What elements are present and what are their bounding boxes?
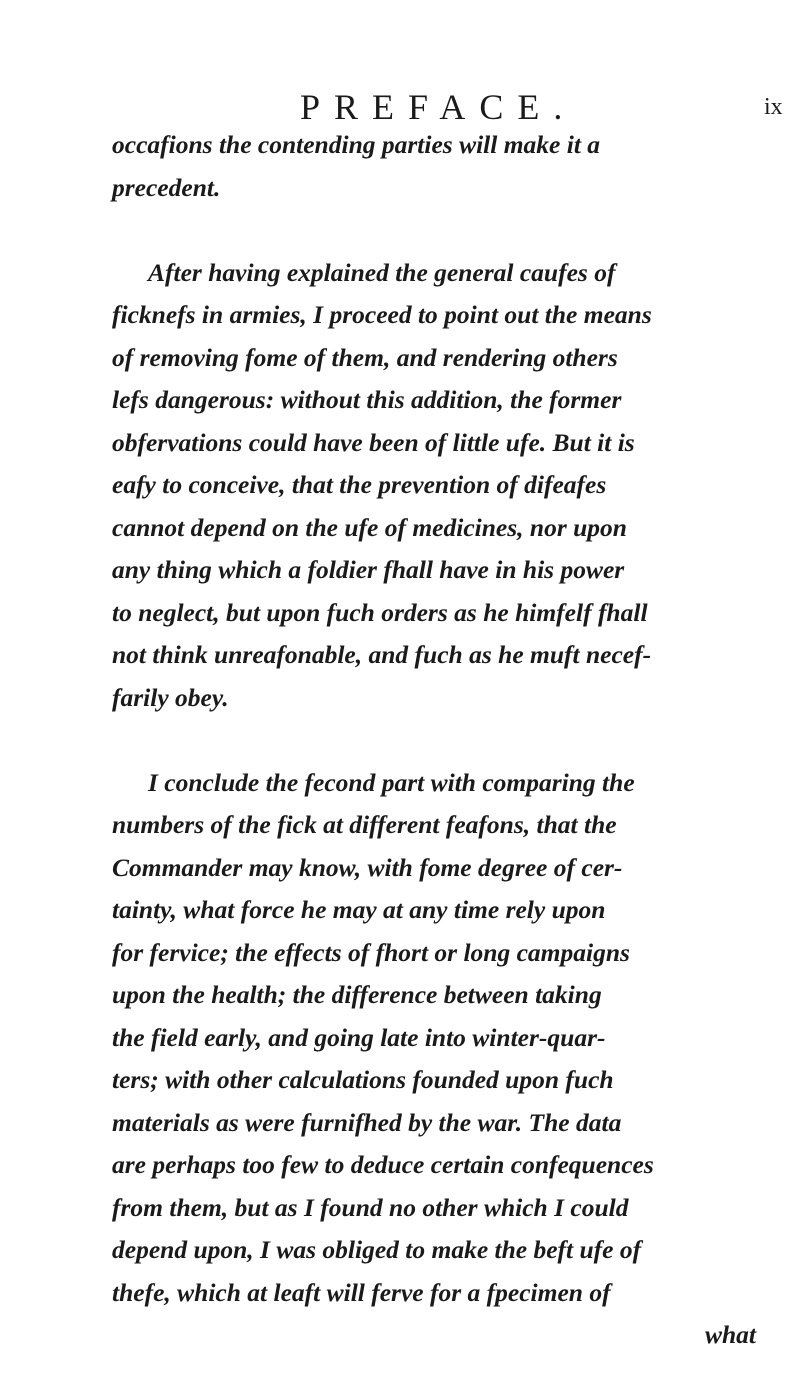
text-line: cannot depend on the ufe of medicines, nor upon bbox=[112, 512, 627, 542]
text-line: materials as were furnifhed by the war. The data bbox=[112, 1107, 622, 1137]
text-line: from them, but as I found no other which I could bbox=[112, 1192, 629, 1222]
text-line: farily obey. bbox=[112, 682, 229, 712]
text-line: any thing which a foldier fhall have in his power bbox=[112, 555, 625, 584]
text-line: for fervice; the effects of fhort or long campaigns bbox=[112, 937, 630, 967]
text-line: thefe, which at leaft will ferve for a fpecimen of bbox=[112, 1277, 611, 1307]
text-line: obfervations could have been of little ufe. But it is bbox=[112, 427, 635, 457]
paragraph-gap bbox=[112, 719, 762, 762]
text-line: ters; with other calculations founded upon fuch bbox=[112, 1065, 614, 1094]
text-line: of removing fome of them, and rendering others bbox=[112, 342, 618, 372]
body-text bbox=[112, 124, 762, 1357]
text-line: I conclude the fecond part with comparing the bbox=[148, 767, 635, 797]
running-title: PREFACE. bbox=[300, 87, 577, 127]
text-line: lefs dangerous: without this addition, the former bbox=[112, 385, 622, 414]
text-line: the field early, and going late into winter-quar- bbox=[112, 1022, 606, 1052]
text-line: ficknefs in armies, I proceed to point out the means bbox=[112, 300, 652, 329]
paragraph-1 bbox=[112, 124, 762, 209]
paragraph-2 bbox=[112, 252, 762, 720]
text-line: upon the health; the difference between taking bbox=[112, 980, 602, 1009]
text-line: precedent. bbox=[112, 172, 221, 202]
text-line: are perhaps too few to deduce certain confequences bbox=[112, 1150, 654, 1179]
text-line: not think unreafonable, and fuch as he muft necef- bbox=[112, 640, 652, 669]
paragraph-gap bbox=[112, 209, 762, 252]
page-number: ix bbox=[764, 94, 783, 120]
text-line: eafy to conceive, that the prevention of difeafes bbox=[112, 470, 607, 499]
text-line: occafions the contending parties will make it a bbox=[112, 130, 601, 159]
text-line: tainty, what force he may at any time rely upon bbox=[112, 895, 606, 924]
text-line: to neglect, but upon fuch orders as he himfelf fhall bbox=[112, 597, 648, 627]
catchword: what bbox=[704, 1320, 756, 1349]
paragraph-3 bbox=[112, 762, 762, 1357]
text-line: depend upon, I was obliged to make the beft ufe of bbox=[112, 1235, 642, 1264]
text-line: numbers of the fick at different feafons, that the bbox=[112, 810, 617, 839]
text-line: Commander may know, with fome degree of cer- bbox=[112, 852, 623, 882]
text-line: After having explained the general caufes of bbox=[148, 257, 616, 287]
